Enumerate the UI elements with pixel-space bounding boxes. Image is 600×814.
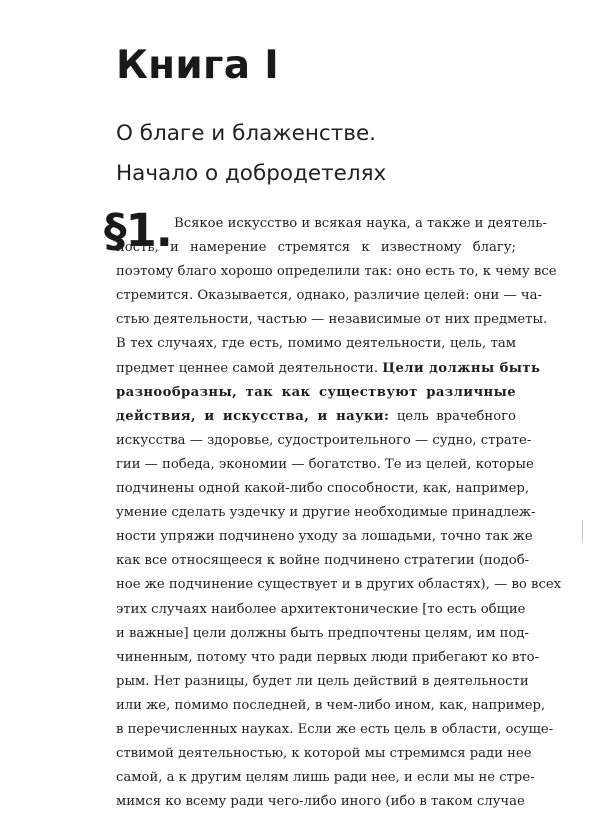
text-line: поэтому благо хорошо определили так: оно есть то, к чему все [116, 264, 557, 280]
chapter-subtitle-line-2: Начало о добродетелях [116, 161, 387, 186]
chapter-subtitle-line-1: О благе и блаженстве. [116, 121, 377, 146]
text-line: или же, помимо последней, в чем-либо ином, как, например, [116, 697, 546, 713]
body-paragraph [116, 212, 562, 814]
text-line: стремится. Оказывается, однако, различие целей: они — ча- [116, 288, 542, 304]
text-line: самой, а к другим целям лишь ради нее, и если мы не стре- [116, 770, 535, 786]
text-line-mixed [116, 357, 541, 381]
scan-edge-mark [582, 520, 583, 542]
bold-fragment: Цели должны быть [382, 360, 541, 376]
text-fragment: предмет ценнее самой деятельности. [116, 360, 379, 376]
text-line: мимся ко всему ради чего-либо иного (ибо в таком случае [116, 794, 525, 810]
text-line: рым. Нет разницы, будет ли цель действий в деятельности [116, 673, 529, 689]
text-line: как все относящееся к войне подчинено стратегии (подоб- [116, 553, 530, 569]
text-line: Всякое искусство и всякая наука, а также и деятель- [174, 216, 547, 231]
text-line: ности упряжи подчинено уходу за лошадьми, точно так же [116, 529, 533, 545]
bold-fragment: действия, и искусства, и науки: [116, 408, 390, 424]
book-title: Книга I [116, 43, 280, 88]
text-line: подчинены одной какой-либо способности, как, например, [116, 481, 530, 497]
text-line: и важные] цели должны быть предпочтены целям, им под- [116, 625, 529, 641]
text-line: В тех случаях, где есть, помимо деятельности, цель, там [116, 336, 516, 352]
text-line: ное же подчинение существует и в других областях), — во всех [116, 577, 562, 593]
text-line: чиненным, потому что ради первых люди прибегают ко вто- [116, 649, 540, 665]
text-line: гии — победа, экономии — богатство. Те из целей, которые [116, 456, 534, 472]
text-fragment: цель врачебного [396, 408, 516, 424]
text-line-mixed [116, 405, 516, 429]
text-line: в перечисленных науках. Если же есть цель в области, осуще- [116, 721, 554, 737]
text-line: умение сделать уздечку и другие необходимые принадлеж- [116, 505, 536, 521]
text-line: искусства — здоровье, судостроительного — судно, страте- [116, 432, 532, 448]
text-line: ность, и намерение стремятся к известному благу; [116, 240, 516, 256]
text-line: стью деятельности, частью — независимые от них предметы. [116, 312, 548, 328]
section-number: §1. [104, 204, 172, 257]
text-line: этих случаях наиболее архитектонические [то есть общие [116, 601, 526, 617]
text-line: ствимой деятельностью, к которой мы стремимся ради нее [116, 746, 532, 762]
bold-text-line: разнообразны, так как существуют различные [116, 384, 516, 400]
